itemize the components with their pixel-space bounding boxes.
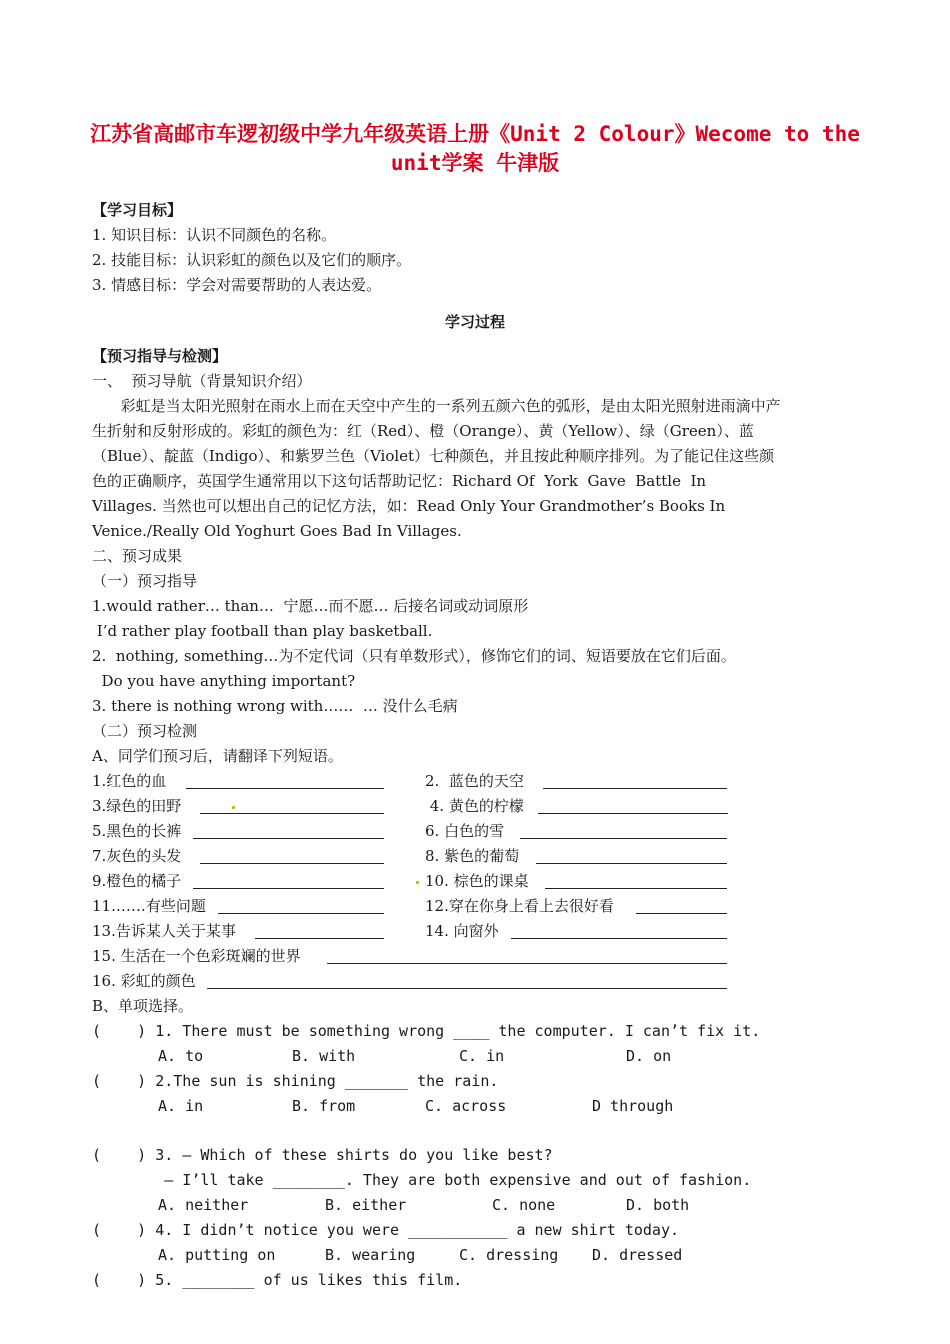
question-stem: ( ) 5. ________ of us likes this film.	[92, 1271, 463, 1289]
phrase-item: 1.红色的血	[92, 772, 167, 790]
answer-blank[interactable]	[218, 913, 384, 914]
option-a[interactable]: A. neither	[158, 1196, 249, 1214]
option-d[interactable]: D. both	[626, 1196, 690, 1214]
part-b-heading: B、单项选择。	[92, 997, 194, 1015]
option-b[interactable]: B. wearing	[325, 1246, 416, 1264]
part-a-heading: A、同学们预习后，请翻译下列短语。	[92, 747, 343, 765]
phrase-item: 4. 黄色的柠檬	[425, 797, 524, 815]
guide-line: 3. there is nothing wrong with…… … 没什么毛病	[92, 697, 458, 715]
process-heading: 学习过程	[444, 313, 505, 331]
answer-blank[interactable]	[200, 863, 384, 864]
stray-mark	[416, 881, 419, 884]
paragraph-line: 彩虹是当太阳光照射在雨水上而在天空中产生的一系列五颜六色的弧形，是由太阳光照射进雨滴中产	[92, 397, 781, 415]
option-c[interactable]: C. in	[459, 1047, 505, 1065]
guide-line: 2. nothing, something…为不定代词（只有单数形式），修饰它们的词、短语要放在它们后面。	[92, 647, 736, 665]
document-title	[60, 120, 890, 178]
answer-blank[interactable]	[520, 838, 727, 839]
phrase-item: 10. 棕色的课桌	[425, 872, 529, 890]
answer-blank[interactable]	[186, 788, 384, 789]
option-d[interactable]: D through	[592, 1097, 674, 1115]
answer-blank[interactable]	[200, 813, 384, 814]
answer-blank[interactable]	[538, 813, 728, 814]
phrase-item: 2. 蓝色的天空	[425, 772, 524, 790]
phrase-item: 13.告诉某人关于某事	[92, 922, 236, 940]
question-stem: ( ) 2.The sun is shining _______ the rain.	[92, 1072, 499, 1090]
phrase-item: 6. 白色的雪	[425, 822, 505, 840]
objectives-heading: 【学习目标】	[92, 201, 183, 219]
paragraph-line: 生折射和反射形成的。彩虹的颜色为：红（Red）、橙（Orange）、黄（Yellow）、绿（Green）、蓝	[92, 422, 754, 440]
phrase-item: 15. 生活在一个色彩斑斓的世界	[92, 947, 301, 965]
answer-blank[interactable]	[543, 788, 727, 789]
option-b[interactable]: B. from	[292, 1097, 356, 1115]
answer-blank[interactable]	[636, 913, 727, 914]
subsection-2-heading: （二）预习检测	[92, 722, 198, 740]
phrase-item: 9.橙色的橘子	[92, 872, 182, 890]
stray-mark	[232, 806, 235, 809]
section-2-heading: 二、预习成果	[92, 547, 183, 565]
option-d[interactable]: D. dressed	[592, 1246, 683, 1264]
answer-blank[interactable]	[255, 938, 384, 939]
phrase-item: 7.灰色的头发	[92, 847, 187, 865]
paragraph-line: Venice./Really Old Yoghurt Goes Bad In Villages.	[92, 522, 462, 540]
guide-line: 1.would rather… than… 宁愿…而不愿… 后接名词或动词原形	[92, 597, 529, 615]
phrase-item: 11.……有些问题	[92, 897, 206, 915]
answer-blank[interactable]	[327, 963, 727, 964]
subsection-1-heading: （一）预习指导	[92, 572, 198, 590]
answer-blank[interactable]	[193, 838, 384, 839]
paragraph-line: 色的正确顺序，英国学生通常用以下这句话帮助记忆：Richard Of York Gave Battle In	[92, 472, 707, 490]
phrase-item: 8. 紫色的葡萄	[425, 847, 520, 865]
question-stem: ( ) 1. There must be something wrong ____ the computer. I can’t fix it.	[92, 1022, 761, 1040]
title-line-2: unit学案 牛津版	[390, 151, 560, 175]
preview-heading: 【预习指导与检测】	[92, 347, 228, 365]
phrase-item: 14. 向窗外	[425, 922, 499, 940]
option-b[interactable]: B. either	[325, 1196, 407, 1214]
option-c[interactable]: C. across	[425, 1097, 507, 1115]
phrase-item: 12.穿在你身上看上去很好看	[425, 897, 614, 915]
section-1-heading: 一、 预习导航（背景知识介绍）	[92, 372, 312, 390]
option-d[interactable]: D. on	[626, 1047, 672, 1065]
answer-blank[interactable]	[536, 863, 727, 864]
objective-item: 2. 技能目标：认识彩虹的颜色以及它们的顺序。	[92, 251, 412, 269]
guide-line: Do you have anything important?	[92, 672, 356, 690]
answer-blank[interactable]	[207, 988, 727, 989]
phrase-item: 3.绿色的田野	[92, 797, 187, 815]
objective-item: 1. 知识目标：认识不同颜色的名称。	[92, 226, 337, 244]
phrase-item: 16. 彩虹的颜色	[92, 972, 196, 990]
question-stem: ( ) 4. I didn’t notice you were ___________ a new shirt today.	[92, 1221, 679, 1239]
option-a[interactable]: A. putting on	[158, 1246, 276, 1264]
option-a[interactable]: A. in	[158, 1097, 204, 1115]
guide-line: I’d rather play football than play basketball.	[92, 622, 433, 640]
phrase-item: 5.黑色的长裤	[92, 822, 182, 840]
option-c[interactable]: C. dressing	[459, 1246, 559, 1264]
title-line-1: 江苏省高邮市车逻初级中学九年级英语上册《Unit 2 Colour》Wecome to the	[90, 122, 860, 146]
answer-blank[interactable]	[193, 888, 384, 889]
answer-blank[interactable]	[511, 938, 727, 939]
question-stem: ( ) 3. — Which of these shirts do you like best?	[92, 1146, 553, 1164]
objective-item: 3. 情感目标：学会对需要帮助的人表达爱。	[92, 276, 382, 294]
question-stem-continued: — I’ll take ________. They are both expensive and out of fashion.	[92, 1171, 752, 1189]
paragraph-line: Villages. 当然也可以想出自己的记忆方法，如：Read Only Your Grandmother’s Books In	[92, 497, 726, 515]
paragraph-line: （Blue）、靛蓝（Indigo）、和紫罗兰色（Violet）七种颜色，并且按此种顺序排列。为了能记住这些颜	[92, 447, 775, 465]
answer-blank[interactable]	[545, 888, 727, 889]
option-b[interactable]: B. with	[292, 1047, 356, 1065]
option-a[interactable]: A. to	[158, 1047, 204, 1065]
option-c[interactable]: C. none	[492, 1196, 556, 1214]
